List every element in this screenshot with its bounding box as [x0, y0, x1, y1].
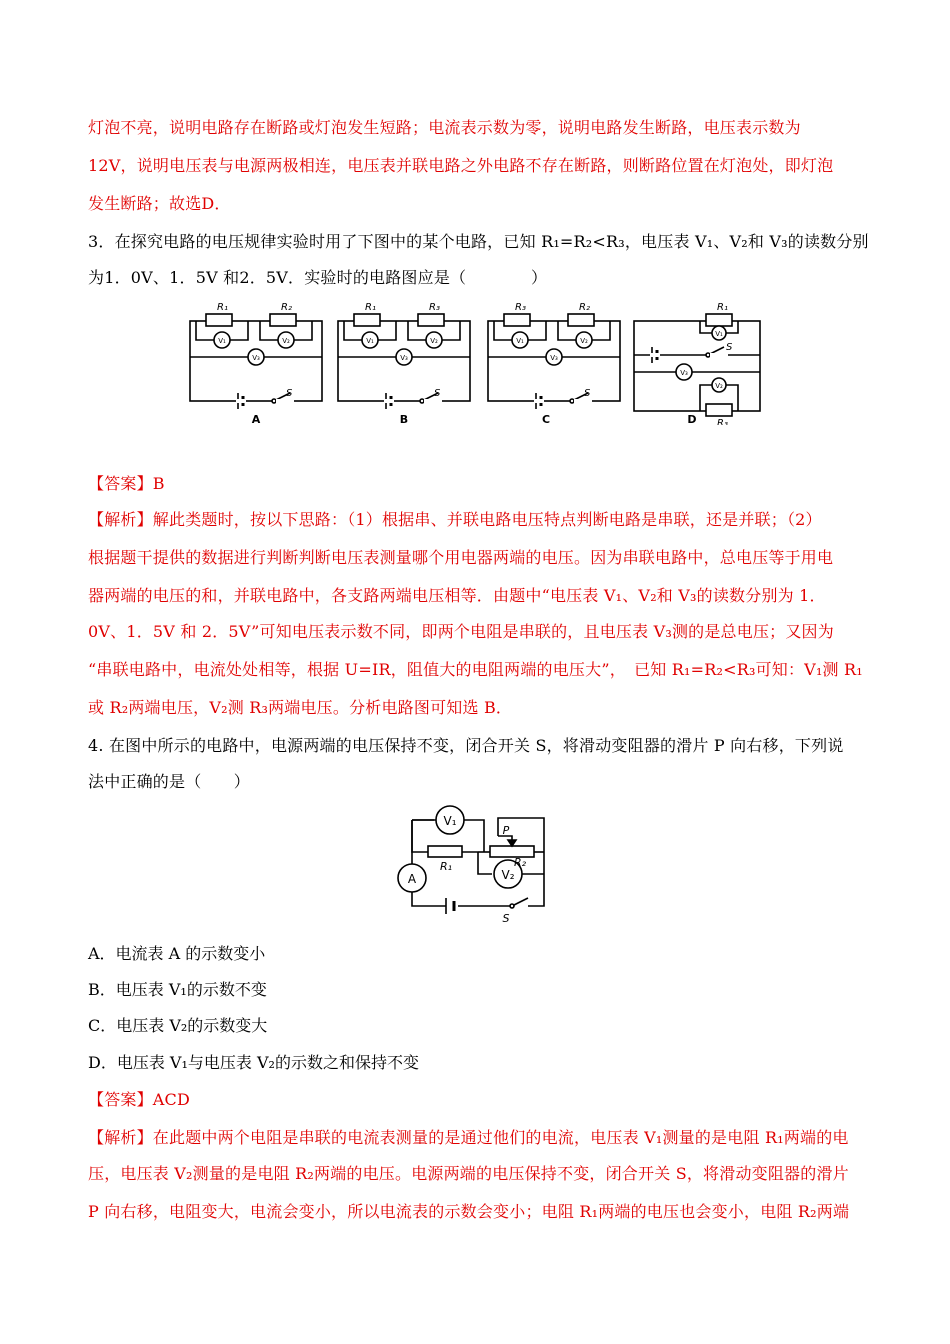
- q4-p-label: P: [502, 824, 510, 837]
- q4-stem-line-2: 法中正确的是（ ）: [88, 772, 251, 791]
- q2-explanation-line-3: 发生断路；故选D．: [88, 194, 231, 213]
- d-s: S: [726, 342, 733, 353]
- b-s: S: [434, 388, 441, 399]
- q3-answer: 【答案】B: [88, 474, 165, 493]
- q4-option-c: C．电压表 V₂的示数变大: [88, 1016, 268, 1035]
- c-v1: V₁: [516, 337, 524, 345]
- c-r2-label: R₂: [579, 302, 590, 313]
- q3-stem-line-2: 为1．0V、1．5V 和2．5V．实验时的电路图应是（ ）: [88, 268, 548, 287]
- q4-r2-label: R₂: [513, 856, 527, 869]
- a-r1-label: R₁: [217, 302, 228, 313]
- b-v2: V₂: [430, 337, 438, 345]
- d-v1: V₁: [715, 330, 723, 338]
- q4-s-label: S: [502, 912, 510, 924]
- c-label: C: [541, 413, 551, 425]
- q3-explanation-line-4: 0V、1．5V 和 2．5V”可知电压表示数不同，即两个电阻是串联的，且电压表 V₃测的是总电压；又因为: [88, 622, 834, 641]
- q4-explanation-line-3: P 向右移，电阻变大，电流会变小，所以电流表的示数会变小；电阻 R₁两端的电压也会变小，电阻 R₂两端: [88, 1202, 850, 1221]
- c-v2: V₂: [580, 337, 588, 345]
- q3-explanation-line-6: 或 R₂两端电压，V₂测 R₃两端电压。分析电路图可知选 B．: [88, 698, 513, 717]
- q4-circuit-figure: [394, 802, 554, 924]
- q4-r1-label: R₁: [439, 860, 453, 873]
- d-label: D: [687, 413, 697, 425]
- a-label: A: [251, 413, 261, 425]
- q3-explanation-line-2: 根据题干提供的数据进行判断判断电压表测量哪个用电器两端的电压。因为串联电路中，总电压等于用电: [88, 548, 834, 567]
- q3-explanation-line-3: 器两端的电压的和，并联电路中，各支路两端电压相等．由题中“电压表 V₁、V₂和 V₃的读数分别为 1．: [88, 586, 826, 605]
- b-v3: V₃: [400, 354, 408, 362]
- q4-answer: 【答案】ACD: [88, 1090, 191, 1109]
- b-v1: V₁: [366, 337, 374, 345]
- q3-circuit-figure: [186, 295, 764, 425]
- a-v3: V₃: [252, 354, 260, 362]
- c-s: S: [584, 388, 591, 399]
- q3-explanation-line-1: 【解析】解此类题时，按以下思路：（1）根据串、并联电路电压特点判断电路是串联，还是并联；（2）: [88, 510, 822, 529]
- q3-explanation-line-5: “串联电路中，电流处处相等，根据 U=IR，阻值大的电阻两端的电压大”， 已知 R₁=R₂<R₃可知：V₁测 R₁: [88, 660, 863, 679]
- c-v3: V₃: [550, 354, 558, 362]
- q2-explanation-line-1: 灯泡不亮，说明电路存在断路或灯泡发生短路；电流表示数为零，说明电路发生断路，电压表示数为: [88, 118, 801, 137]
- d-v2: V₂: [715, 382, 723, 390]
- q2-explanation-line-2: 12V，说明电压表与电源两极相连，电压表并联电路之外电路不存在断路，则断路位置在灯泡处，即灯泡: [88, 156, 834, 175]
- b-r1-label: R₁: [365, 302, 376, 313]
- circuit-d: [634, 314, 760, 416]
- q4-explanation-line-2: 压，电压表 V₂测量的是电阻 R₂两端的电压。电源两端的电压保持不变，闭合开关 S，将滑动变阻器的滑片: [88, 1164, 849, 1183]
- q4-option-d: D．电压表 V₁与电压表 V₂的示数之和保持不变: [88, 1053, 419, 1072]
- q3-stem-line-1: 3．在探究电路的电压规律实验时用了下图中的某个电路，已知 R₁=R₂<R₃，电压表 V₁、V₂和 V₃的读数分别: [88, 232, 869, 251]
- q4-v1-label: V₁: [443, 814, 457, 828]
- a-v2: V₂: [282, 337, 290, 345]
- q4-v2-label: V₂: [501, 868, 515, 882]
- a-s: S: [286, 388, 293, 399]
- q4-option-b: B．电压表 V₁的示数不变: [88, 980, 267, 999]
- q4-explanation-line-1: 【解析】在此题中两个电阻是串联的电流表测量的是通过他们的电流，电压表 V₁测量的是电阻 R₁两端的电: [88, 1128, 849, 1147]
- b-r3-label: R₃: [429, 302, 440, 313]
- d-r1-label: R₁: [717, 302, 728, 313]
- q4-stem-line-1: 4. 在图中所示的电路中，电源两端的电压保持不变，闭合开关 S，将滑动变阻器的滑片 P 向右移，下列说: [88, 736, 844, 755]
- c-r3-label: R₃: [515, 302, 526, 313]
- b-label: B: [399, 413, 409, 425]
- d-r3-label: R₃: [717, 418, 728, 425]
- q4-ammeter-label: A: [407, 872, 417, 886]
- q4-option-a: A．电流表 A 的示数变小: [88, 944, 266, 963]
- a-v1: V₁: [218, 337, 226, 345]
- d-v3: V₃: [680, 369, 688, 377]
- a-r2-label: R₂: [281, 302, 292, 313]
